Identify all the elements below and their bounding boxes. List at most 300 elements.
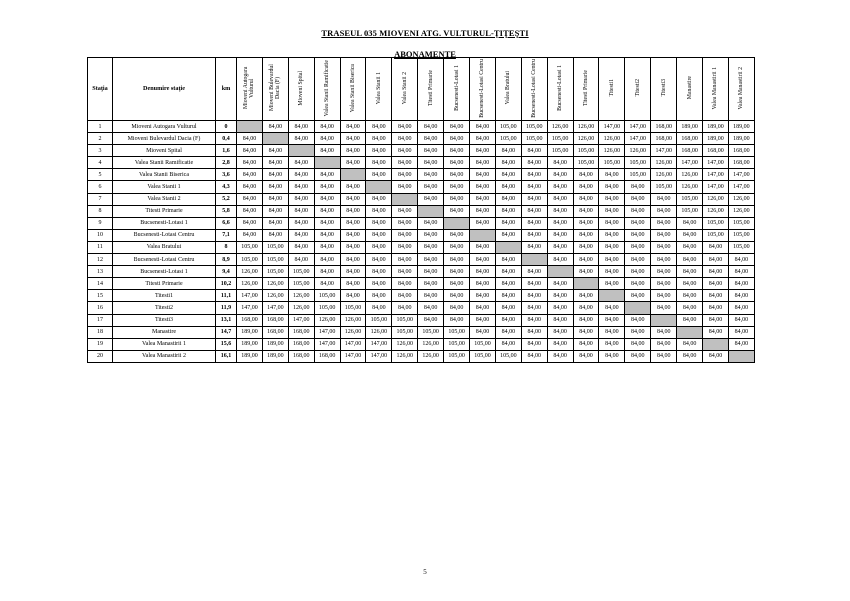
fare-cell: 126,00 xyxy=(418,338,444,350)
blank-cell xyxy=(288,145,314,157)
table-row xyxy=(88,302,755,314)
fare-cell: 84,00 xyxy=(288,181,314,193)
header-destination-label: Titesti Primarie xyxy=(427,69,434,107)
header-destination-label: Titesti Primarie xyxy=(582,69,589,107)
station-number: 7 xyxy=(88,193,113,205)
header-destination xyxy=(495,58,521,121)
fare-cell: 147,00 xyxy=(366,338,392,350)
fare-cell: 84,00 xyxy=(470,302,496,314)
table-row xyxy=(88,350,755,362)
fare-cell: 84,00 xyxy=(547,338,573,350)
fare-cell: 84,00 xyxy=(651,290,677,302)
fare-cell: 84,00 xyxy=(728,290,754,302)
fare-cell: 84,00 xyxy=(625,338,651,350)
fare-cell: 84,00 xyxy=(237,145,263,157)
station-name: Valea Stanii Ramificatie xyxy=(113,157,216,169)
fare-cell: 84,00 xyxy=(418,121,444,133)
fare-cell: 84,00 xyxy=(470,133,496,145)
fare-cell: 84,00 xyxy=(651,193,677,205)
fare-cell: 84,00 xyxy=(495,266,521,278)
fare-cell: 147,00 xyxy=(625,133,651,145)
fare-cell: 84,00 xyxy=(366,254,392,266)
station-number: 3 xyxy=(88,145,113,157)
fare-cell: 105,00 xyxy=(444,326,470,338)
fare-cell: 168,00 xyxy=(262,314,288,326)
fare-cell: 84,00 xyxy=(677,338,703,350)
fare-cell: 84,00 xyxy=(625,326,651,338)
fare-cell: 84,00 xyxy=(599,229,625,241)
header-destination-label: Valea Stanii 2 xyxy=(401,71,408,105)
fare-cell: 168,00 xyxy=(677,145,703,157)
fare-cell: 84,00 xyxy=(495,314,521,326)
station-km: 16,1 xyxy=(216,350,237,362)
fare-cell: 84,00 xyxy=(262,157,288,169)
fare-cell: 84,00 xyxy=(521,229,547,241)
fare-cell: 84,00 xyxy=(521,278,547,290)
fare-cell: 84,00 xyxy=(728,302,754,314)
fare-cell: 84,00 xyxy=(495,205,521,217)
station-number: 8 xyxy=(88,205,113,217)
fare-cell: 84,00 xyxy=(547,193,573,205)
fare-cell: 84,00 xyxy=(495,169,521,181)
fare-cell: 84,00 xyxy=(547,229,573,241)
fare-cell: 105,00 xyxy=(366,314,392,326)
fare-cell: 84,00 xyxy=(444,205,470,217)
fare-cell: 105,00 xyxy=(495,350,521,362)
fare-cell: 84,00 xyxy=(573,290,599,302)
fare-cell: 84,00 xyxy=(444,241,470,253)
fare-cell: 84,00 xyxy=(444,169,470,181)
fare-cell: 84,00 xyxy=(703,326,729,338)
fare-cell: 105,00 xyxy=(573,145,599,157)
fare-cell: 84,00 xyxy=(288,169,314,181)
fare-cell: 84,00 xyxy=(573,314,599,326)
document-subtitle: ABONAMENTE xyxy=(394,49,456,59)
station-number: 11 xyxy=(88,241,113,253)
station-number: 2 xyxy=(88,133,113,145)
fare-cell: 84,00 xyxy=(366,193,392,205)
header-destination xyxy=(418,58,444,121)
fare-cell: 84,00 xyxy=(288,121,314,133)
blank-cell xyxy=(728,350,754,362)
station-km: 2,8 xyxy=(216,157,237,169)
fare-cell: 84,00 xyxy=(392,169,418,181)
fare-cell: 84,00 xyxy=(651,229,677,241)
station-km: 13,1 xyxy=(216,314,237,326)
fare-cell: 84,00 xyxy=(677,290,703,302)
header-destination xyxy=(470,58,496,121)
fare-cell: 147,00 xyxy=(677,157,703,169)
fare-cell: 84,00 xyxy=(625,241,651,253)
fare-cell: 105,00 xyxy=(547,133,573,145)
fare-cell: 84,00 xyxy=(625,205,651,217)
fare-cell: 84,00 xyxy=(677,314,703,326)
header-destination xyxy=(651,58,677,121)
fare-cell: 84,00 xyxy=(728,266,754,278)
fare-cell: 84,00 xyxy=(573,217,599,229)
fare-cell: 105,00 xyxy=(340,302,366,314)
fare-cell: 126,00 xyxy=(237,266,263,278)
header-destination-label: Valea Stanii 1 xyxy=(375,71,382,105)
fare-cell: 168,00 xyxy=(651,133,677,145)
fare-cell: 84,00 xyxy=(340,205,366,217)
fare-cell: 84,00 xyxy=(418,217,444,229)
fare-cell: 84,00 xyxy=(444,133,470,145)
station-number: 12 xyxy=(88,254,113,266)
fare-cell: 84,00 xyxy=(599,266,625,278)
header-destination-label: Mioveni Bulevardul Dacia (F) xyxy=(269,64,282,112)
fare-cell: 84,00 xyxy=(547,326,573,338)
fare-cell: 168,00 xyxy=(288,326,314,338)
fare-cell: 84,00 xyxy=(470,290,496,302)
header-destination xyxy=(677,58,703,121)
fare-cell: 105,00 xyxy=(444,338,470,350)
fare-cell: 84,00 xyxy=(573,181,599,193)
fare-cell: 147,00 xyxy=(703,169,729,181)
fare-cell: 84,00 xyxy=(573,326,599,338)
station-km: 9,4 xyxy=(216,266,237,278)
blank-cell xyxy=(444,217,470,229)
fare-cell: 126,00 xyxy=(728,193,754,205)
station-name: Titesti3 xyxy=(113,314,216,326)
fare-cell: 147,00 xyxy=(651,145,677,157)
fare-cell: 105,00 xyxy=(677,193,703,205)
fare-cell: 84,00 xyxy=(418,157,444,169)
fare-cell: 84,00 xyxy=(392,278,418,290)
fare-cell: 84,00 xyxy=(547,278,573,290)
fare-cell: 84,00 xyxy=(237,181,263,193)
document-title: TRASEUL 035 MIOVENI ATG. VULTURUL-ŢIŢEŞTI xyxy=(321,28,529,38)
fare-cell: 84,00 xyxy=(314,133,340,145)
fare-cell: 126,00 xyxy=(288,302,314,314)
fare-cell: 84,00 xyxy=(547,302,573,314)
fare-cell: 84,00 xyxy=(366,157,392,169)
fare-cell: 84,00 xyxy=(340,217,366,229)
fare-cell: 105,00 xyxy=(444,350,470,362)
fare-cell: 147,00 xyxy=(262,302,288,314)
table-row xyxy=(88,290,755,302)
fare-cell: 84,00 xyxy=(237,169,263,181)
station-number: 16 xyxy=(88,302,113,314)
fare-cell: 84,00 xyxy=(314,217,340,229)
station-number: 17 xyxy=(88,314,113,326)
fare-cell: 168,00 xyxy=(288,350,314,362)
fare-cell: 84,00 xyxy=(444,254,470,266)
header-destination-label: Bucsenesti-Lotasi Centru xyxy=(479,58,486,118)
fare-cell: 84,00 xyxy=(470,254,496,266)
station-number: 19 xyxy=(88,338,113,350)
fare-cell: 84,00 xyxy=(366,241,392,253)
fare-cell: 126,00 xyxy=(651,169,677,181)
station-km: 8 xyxy=(216,241,237,253)
fare-cell: 84,00 xyxy=(262,181,288,193)
fare-cell: 84,00 xyxy=(495,193,521,205)
fare-cell: 84,00 xyxy=(547,241,573,253)
station-name: Valea Stanii Biserica xyxy=(113,169,216,181)
fare-cell: 168,00 xyxy=(314,350,340,362)
fare-cell: 84,00 xyxy=(651,241,677,253)
fare-cell: 105,00 xyxy=(262,241,288,253)
station-number: 1 xyxy=(88,121,113,133)
station-km: 5,2 xyxy=(216,193,237,205)
fare-cell: 84,00 xyxy=(521,217,547,229)
header-km: km xyxy=(216,58,237,121)
blank-cell xyxy=(366,181,392,193)
fare-cell: 189,00 xyxy=(237,326,263,338)
fare-cell: 84,00 xyxy=(547,157,573,169)
fare-cell: 84,00 xyxy=(547,314,573,326)
fare-cell: 84,00 xyxy=(392,157,418,169)
fare-cell: 84,00 xyxy=(418,241,444,253)
fare-cell: 126,00 xyxy=(728,205,754,217)
fare-cell: 84,00 xyxy=(573,266,599,278)
fare-cell: 105,00 xyxy=(288,266,314,278)
fare-cell: 189,00 xyxy=(262,338,288,350)
fare-cell: 84,00 xyxy=(392,290,418,302)
station-name: Mioveni Spital xyxy=(113,145,216,157)
header-destination-label: Valea Stanii Ramificatie xyxy=(324,59,331,117)
blank-cell xyxy=(470,229,496,241)
fare-cell: 84,00 xyxy=(392,145,418,157)
fare-cell: 147,00 xyxy=(599,121,625,133)
station-name: Mioveni Autogara Vulturul xyxy=(113,121,216,133)
fare-cell: 84,00 xyxy=(573,302,599,314)
fare-cell: 84,00 xyxy=(625,181,651,193)
fare-cell: 147,00 xyxy=(340,350,366,362)
station-km: 11,9 xyxy=(216,302,237,314)
fare-cell: 84,00 xyxy=(340,278,366,290)
station-km: 1,6 xyxy=(216,145,237,157)
fare-cell: 84,00 xyxy=(703,278,729,290)
fare-cell: 105,00 xyxy=(418,326,444,338)
fare-cell: 84,00 xyxy=(599,217,625,229)
fare-cell: 84,00 xyxy=(418,254,444,266)
fare-cell: 84,00 xyxy=(677,350,703,362)
table-row xyxy=(88,145,755,157)
header-destination-label: Manastire xyxy=(686,76,693,100)
blank-cell xyxy=(418,205,444,217)
fare-cell: 84,00 xyxy=(262,145,288,157)
table-row xyxy=(88,133,755,145)
fare-cell: 84,00 xyxy=(703,241,729,253)
fare-cell: 84,00 xyxy=(547,290,573,302)
fare-cell: 84,00 xyxy=(728,326,754,338)
fare-cell: 84,00 xyxy=(262,217,288,229)
fare-cell: 84,00 xyxy=(314,145,340,157)
fare-cell: 84,00 xyxy=(728,254,754,266)
fare-cell: 84,00 xyxy=(366,121,392,133)
fare-cell: 105,00 xyxy=(521,133,547,145)
fare-cell: 84,00 xyxy=(470,205,496,217)
fare-cell: 84,00 xyxy=(444,229,470,241)
fare-cell: 126,00 xyxy=(599,133,625,145)
fare-cell: 147,00 xyxy=(314,326,340,338)
fare-cell: 84,00 xyxy=(677,229,703,241)
header-destination xyxy=(521,58,547,121)
header-destination-label: Titesti1 xyxy=(608,79,615,97)
station-km: 6,6 xyxy=(216,217,237,229)
fare-cell: 84,00 xyxy=(366,266,392,278)
fare-cell: 84,00 xyxy=(573,350,599,362)
fare-cell: 84,00 xyxy=(728,314,754,326)
fare-cell: 84,00 xyxy=(599,350,625,362)
blank-cell xyxy=(237,121,263,133)
station-number: 15 xyxy=(88,290,113,302)
fare-cell: 84,00 xyxy=(392,229,418,241)
fare-cell: 84,00 xyxy=(262,169,288,181)
fare-cell: 84,00 xyxy=(470,145,496,157)
fare-cell: 84,00 xyxy=(703,266,729,278)
fare-cell: 84,00 xyxy=(521,181,547,193)
fare-cell: 105,00 xyxy=(288,278,314,290)
header-name: Denumire staţie xyxy=(113,58,216,121)
fare-cell: 168,00 xyxy=(728,145,754,157)
fare-cell: 84,00 xyxy=(573,193,599,205)
fare-cell: 84,00 xyxy=(262,121,288,133)
header-destination xyxy=(237,58,263,121)
fare-cell: 84,00 xyxy=(547,350,573,362)
fare-cell: 84,00 xyxy=(314,241,340,253)
fare-cell: 84,00 xyxy=(625,254,651,266)
table-row xyxy=(88,229,755,241)
fare-cell: 84,00 xyxy=(366,229,392,241)
fare-cell: 147,00 xyxy=(340,338,366,350)
fare-cell: 84,00 xyxy=(444,314,470,326)
fare-cell: 84,00 xyxy=(521,241,547,253)
station-name: Valea Stanii 2 xyxy=(113,193,216,205)
blank-cell xyxy=(495,241,521,253)
fare-cell: 84,00 xyxy=(625,350,651,362)
fare-cell: 84,00 xyxy=(677,278,703,290)
fare-cell: 105,00 xyxy=(237,241,263,253)
header-destination xyxy=(625,58,651,121)
fare-cell: 84,00 xyxy=(444,181,470,193)
fare-cell: 105,00 xyxy=(237,254,263,266)
header-destination-label: Valea Bratului xyxy=(505,71,512,105)
fare-cell: 84,00 xyxy=(651,205,677,217)
fare-cell: 84,00 xyxy=(314,193,340,205)
fare-cell: 84,00 xyxy=(470,217,496,229)
fare-cell: 84,00 xyxy=(599,338,625,350)
fare-cell: 84,00 xyxy=(237,229,263,241)
station-number: 9 xyxy=(88,217,113,229)
fare-cell: 84,00 xyxy=(521,326,547,338)
fare-cell: 105,00 xyxy=(521,121,547,133)
fare-cell: 84,00 xyxy=(599,205,625,217)
fare-cell: 126,00 xyxy=(314,314,340,326)
fare-cell: 84,00 xyxy=(677,266,703,278)
blank-cell xyxy=(521,254,547,266)
fare-cell: 84,00 xyxy=(366,205,392,217)
blank-cell xyxy=(703,338,729,350)
fare-cell: 84,00 xyxy=(237,157,263,169)
fare-cell: 84,00 xyxy=(470,241,496,253)
fare-cell: 84,00 xyxy=(237,205,263,217)
fare-cell: 84,00 xyxy=(599,302,625,314)
header-destination xyxy=(547,58,573,121)
fare-cell: 84,00 xyxy=(366,302,392,314)
fare-cell: 105,00 xyxy=(392,314,418,326)
fare-cell: 84,00 xyxy=(314,169,340,181)
fare-cell: 189,00 xyxy=(703,121,729,133)
fare-cell: 126,00 xyxy=(237,278,263,290)
fare-cell: 84,00 xyxy=(625,290,651,302)
station-name: Mioveni Bulevardul Dacia (F) xyxy=(113,133,216,145)
fare-cell: 84,00 xyxy=(521,157,547,169)
fare-cell: 84,00 xyxy=(547,181,573,193)
fare-cell: 126,00 xyxy=(340,326,366,338)
table-row xyxy=(88,326,755,338)
fare-cell: 84,00 xyxy=(418,133,444,145)
fare-cell: 168,00 xyxy=(262,326,288,338)
fare-cell: 84,00 xyxy=(288,241,314,253)
fare-cell: 84,00 xyxy=(418,181,444,193)
fare-cell: 105,00 xyxy=(599,157,625,169)
fare-cell: 105,00 xyxy=(495,133,521,145)
fare-cell: 84,00 xyxy=(573,229,599,241)
fare-cell: 147,00 xyxy=(237,290,263,302)
fare-cell: 84,00 xyxy=(444,290,470,302)
fare-cell: 147,00 xyxy=(703,181,729,193)
fare-cell: 84,00 xyxy=(340,193,366,205)
fare-cell: 126,00 xyxy=(418,350,444,362)
station-number: 6 xyxy=(88,181,113,193)
fare-cell: 126,00 xyxy=(262,290,288,302)
blank-cell xyxy=(547,266,573,278)
fare-cell: 189,00 xyxy=(237,338,263,350)
fare-cell: 84,00 xyxy=(392,302,418,314)
station-name: Titesti Primarie xyxy=(113,278,216,290)
fare-cell: 84,00 xyxy=(340,133,366,145)
station-number: 18 xyxy=(88,326,113,338)
fare-cell: 84,00 xyxy=(314,266,340,278)
table-row xyxy=(88,254,755,266)
fare-cell: 84,00 xyxy=(625,193,651,205)
fare-cell: 126,00 xyxy=(703,205,729,217)
fare-cell: 105,00 xyxy=(314,302,340,314)
fare-cell: 84,00 xyxy=(521,145,547,157)
fare-cell: 84,00 xyxy=(314,254,340,266)
header-destination xyxy=(288,58,314,121)
fare-cell: 84,00 xyxy=(573,169,599,181)
fare-cell: 84,00 xyxy=(237,193,263,205)
header-destination-label: Bucsenesti-Lotasi 1 xyxy=(557,65,564,111)
fare-cell: 84,00 xyxy=(495,145,521,157)
fare-cell: 84,00 xyxy=(444,193,470,205)
fare-cell: 84,00 xyxy=(651,350,677,362)
fare-cell: 84,00 xyxy=(470,266,496,278)
header-destination xyxy=(444,58,470,121)
fare-cell: 84,00 xyxy=(340,254,366,266)
fare-cell: 105,00 xyxy=(703,229,729,241)
fare-cell: 84,00 xyxy=(366,217,392,229)
header-destination xyxy=(366,58,392,121)
fare-cell: 84,00 xyxy=(728,338,754,350)
fare-cell: 84,00 xyxy=(392,241,418,253)
station-name: Bucsenesti-Lotasi 1 xyxy=(113,217,216,229)
station-km: 10,2 xyxy=(216,278,237,290)
fare-cell: 84,00 xyxy=(237,133,263,145)
table-body xyxy=(88,121,755,363)
fare-cell: 84,00 xyxy=(547,217,573,229)
fare-cell: 84,00 xyxy=(703,314,729,326)
fare-cell: 84,00 xyxy=(340,157,366,169)
fare-cell: 168,00 xyxy=(703,145,729,157)
fare-cell: 84,00 xyxy=(288,229,314,241)
fare-cell: 84,00 xyxy=(470,157,496,169)
fare-cell: 84,00 xyxy=(573,241,599,253)
fare-cell: 84,00 xyxy=(470,181,496,193)
